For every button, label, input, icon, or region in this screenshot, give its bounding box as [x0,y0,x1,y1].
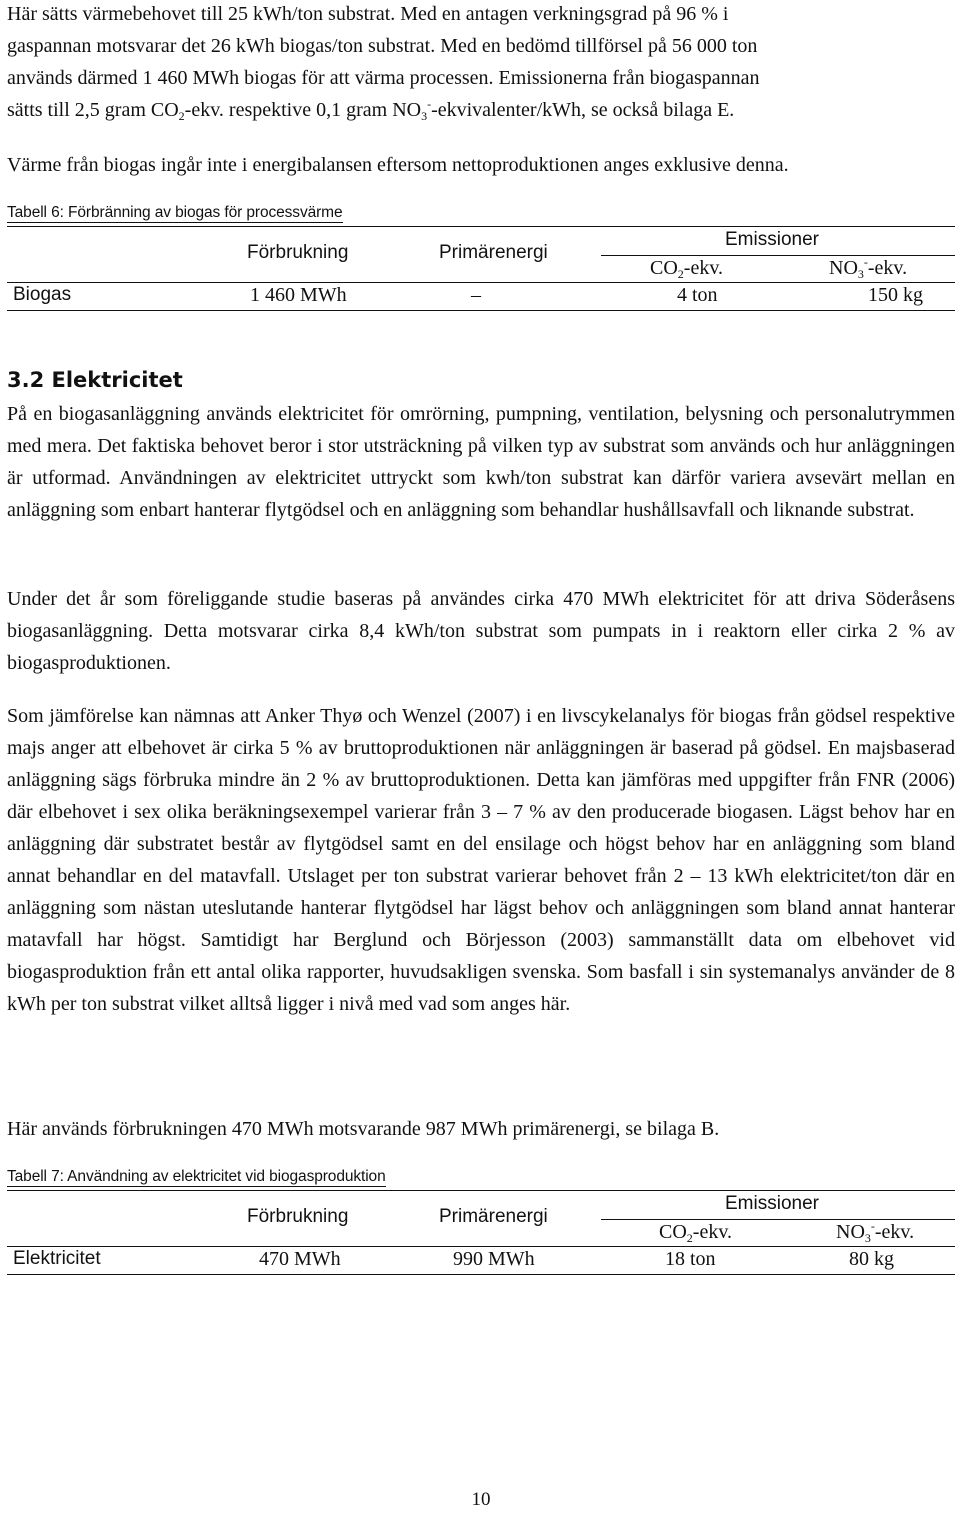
table7-header-primarenergi: Primärenergi [439,1206,548,1227]
para1-line3: används därmed 1 460 MWh biogas för att värma processen. Emissionerna från biogaspannan [7,67,760,89]
table7-bottom-rule [7,1274,955,1275]
table7-header-emissioner: Emissioner [725,1193,819,1214]
table6-top-rule [7,226,955,227]
table7-row-forbrukning: 470 MWh [259,1248,341,1270]
table6-bottom-rule [7,310,955,311]
para1-line4: sätts till 2,5 gram $CO_2$-ekv. respektive 0,1 gram $NO_3^--ekvivalenter$/kWh, se också bilaga E. [7,97,735,123]
table6-header-no3: $NO_3^-$-ekv. [829,255,908,281]
table7-row-no3: 80 kg [849,1248,894,1270]
table6-header-rule [7,282,955,283]
table6-row-primarenergi: – [471,284,481,306]
table7-emissions-rule [601,1219,955,1220]
table7-header-co2: $CO_2$-ekv. [659,1221,733,1245]
paragraph-electricity-use: På en biogasanläggning används elektricitet för omrörning, pumpning, ventilation, belysning och personalutrymmen med mera. Det faktiska behovet beror i stor utsträckning på vilken typ av substrat som används och hur anläggningen är utformad. Användningen av elektricitet uttryckt som kwh/ton substrat kan därför variera avsevärt mellan en anläggning som enbart hanterar flytgödsel och en anläggning som behandlar hushållsavfall och liknande substrat. [7,403,955,521]
paragraph-soderasen: Under det år som föreliggande studie baseras på användes cirka 470 MWh elektricitet för att driva Söderåsens biogasanläggning. Detta motsvarar cirka 8,4 kWh/ton substrat som pumpats in i reaktorn eller cirka 2 % av biogasproduktionen. [7,588,955,674]
table7-header-rule [7,1246,955,1247]
table6-header-forbrukning: Förbrukning [247,242,349,263]
table7-row-label: Elektricitet [13,1248,101,1269]
table6-caption: Tabell 6: Förbränning av biogas för processvärme [7,204,343,221]
page-number: 10 [471,1489,491,1510]
table7-caption: Tabell 7: Användning av elektricitet vid biogasproduktion [7,1168,386,1185]
table6-header-co2: $CO_2$-ekv. [650,257,724,281]
table7-row-co2: 18 ton [665,1248,716,1270]
table7-top-rule [7,1190,955,1191]
table7 [7,1190,955,1280]
table6 [7,226,955,316]
table7-header-forbrukning: Förbrukning [247,1206,349,1227]
paragraph-heat-demand [7,0,955,126]
table6-row-label: Biogas [13,284,72,305]
table7-header-no3: $NO_3^-$-ekv. [836,1219,915,1245]
table6-row-co2: 4 ton [677,284,718,306]
table7-row-primarenergi: 990 MWh [453,1248,535,1270]
paragraph-comparison: Som jämförelse kan nämnas att Anker Thyø och Wenzel (2007) i en livscykelanalys för biogas från gödsel respektive majs anger att elbehovet är cirka 5 % av bruttoproduktionen när anläggningen är baserad på gödsel. En majsbaserad anläggning sägs förbruka mindre än 2 % av bruttoproduktionen. Detta kan jämföras med uppgifter från FNR (2006) där elbehovet i sex olika beräkningsexempel varierar från 3 – 7 % av den producerade biogasen. Lägst behov har en anläggning där substratet består av flytgödsel samt en del ensilage och högst behov har en anläggning som bland annat behandlar en del matavfall. Utslaget per ton substrat varierar behovet från 2 – 13 kWh elektricitet/ton där en anläggning som nästan uteslutande hanterar flytgödsel har lägst behov och anläggningen som bland annat hanterar matavfall har högst. Samtidigt har Berglund och Börjesson (2003) sammanställt data om elbehovet vid biogasproduktion från ett antal olika rapporter, huvudsakligen svenska. Som basfall i sin systemanalys använder de 8 kWh per ton substrat vilket alltså ligger i nivå med vad som anges här. [7,705,955,1015]
table6-header-emissioner: Emissioner [725,229,819,250]
section-heading: 3.2 Elektricitet [7,368,183,392]
para1-line1: Här sätts värmebehovet till 25 kWh/ton substrat. Med en antagen verkningsgrad på 96 % i [7,3,729,25]
table6-header-primarenergi: Primärenergi [439,242,548,263]
table6-row-forbrukning: 1 460 MWh [250,284,347,306]
paragraph-used-here: Här används förbrukningen 470 MWh motsvarande 987 MWh primärenergi, se bilaga B. [7,1118,720,1140]
table6-emissions-rule [601,255,955,256]
para1-line2: gaspannan motsvarar det 26 kWh biogas/ton substrat. Med en bedömd tillförsel på 56 000 ton [7,35,758,57]
paragraph-heat-not-included: Värme från biogas ingår inte i energibalansen eftersom nettoproduktionen anges exklusive denna. [7,154,789,176]
table6-row-no3: 150 kg [868,284,923,306]
